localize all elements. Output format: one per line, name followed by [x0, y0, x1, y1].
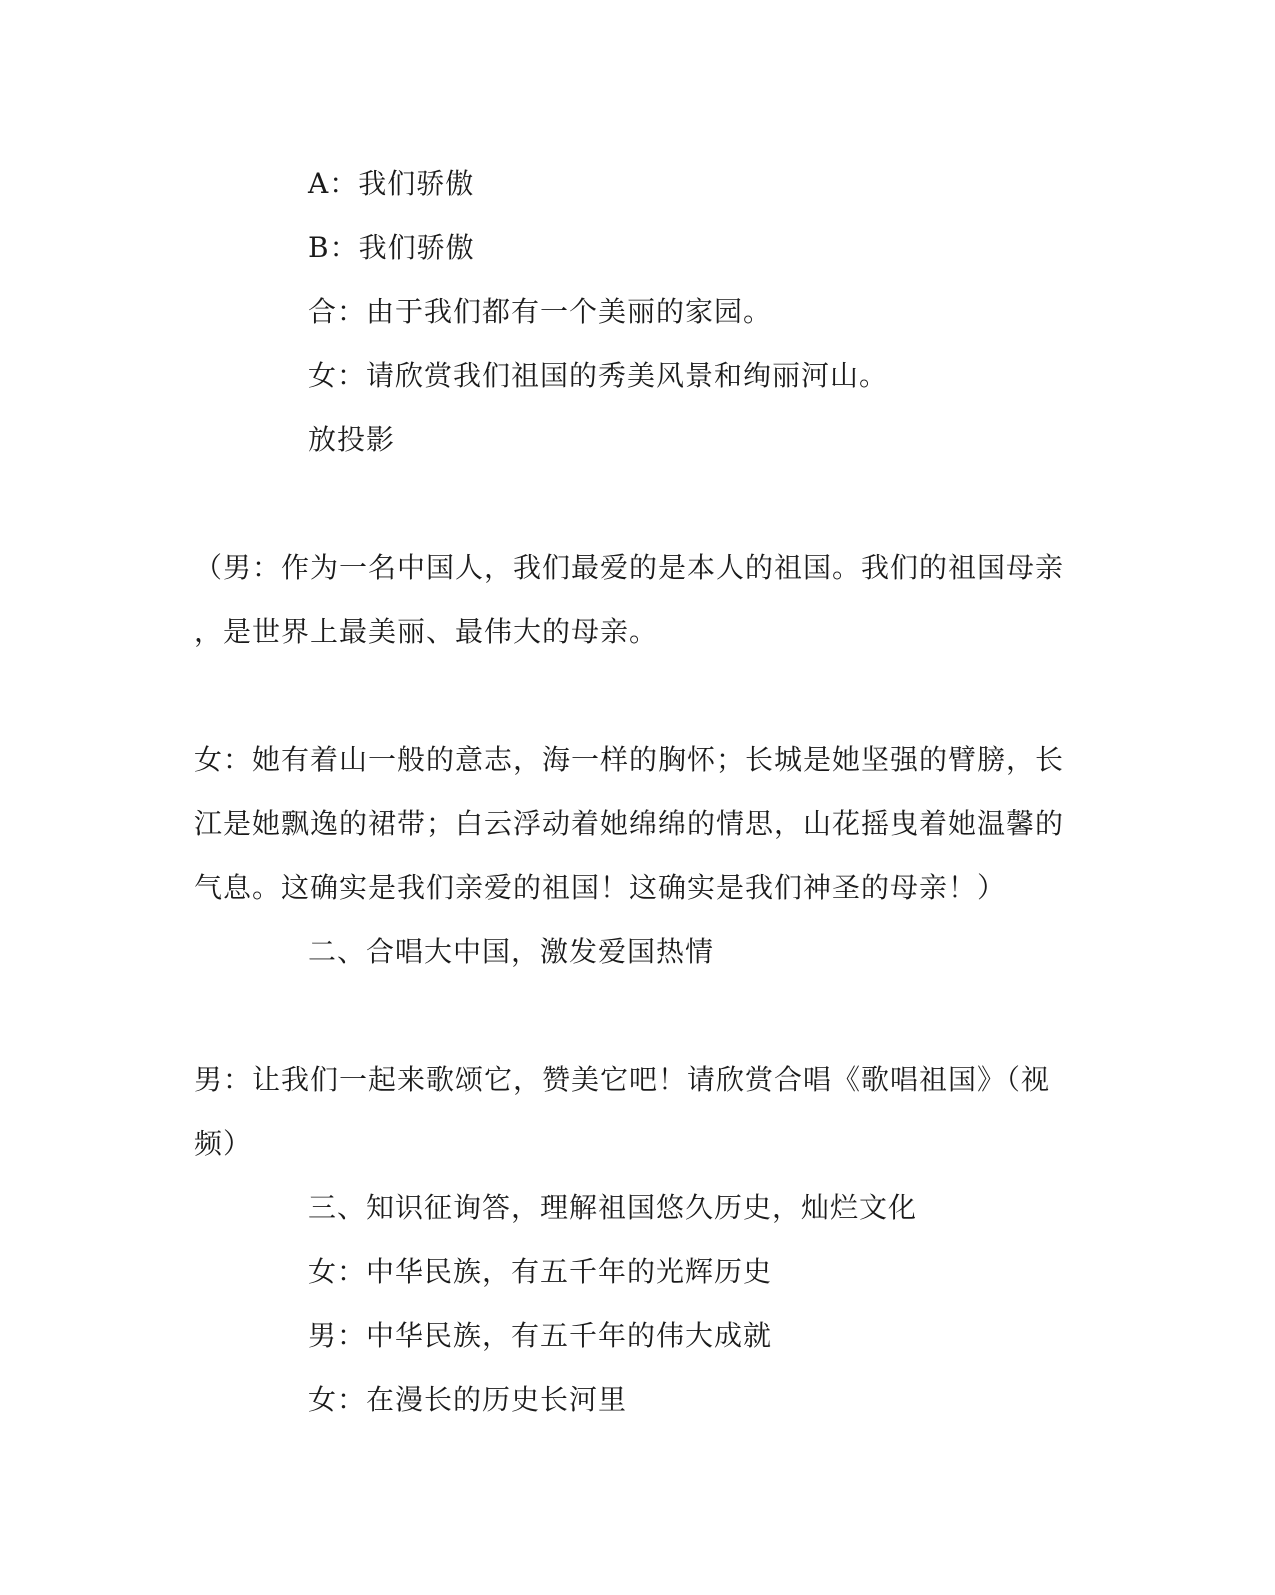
- line-male-sing-2: 频）: [194, 1127, 253, 1160]
- line-together-home: 合：由于我们都有一个美丽的家园。: [308, 295, 773, 328]
- line-a-proud: A：我们骄傲: [308, 167, 475, 200]
- line-female-will-1: 女：她有着山一般的意志，海一样的胸怀；长城是她坚强的臂膀，长: [194, 743, 1065, 776]
- section-heading-3: 三、知识征询答，理解祖国悠久历史，灿烂文化: [308, 1191, 918, 1224]
- line-male-motherland-1: （男：作为一名中国人，我们最爱的是本人的祖国。我们的祖国母亲: [194, 551, 1065, 584]
- line-b-proud: B：我们骄傲: [308, 231, 475, 264]
- line-female-history: 女：中华民族，有五千年的光辉历史: [308, 1255, 773, 1288]
- line-female-river: 女：在漫长的历史长河里: [308, 1383, 628, 1416]
- line-female-will-3: 气息。这确实是我们亲爱的祖国！这确实是我们神圣的母亲！）: [194, 871, 1007, 904]
- line-male-achievement: 男：中华民族，有五千年的伟大成就: [308, 1319, 773, 1352]
- section-heading-2: 二、合唱大中国，激发爱国热情: [308, 935, 715, 968]
- line-female-will-2: 江是她飘逸的裙带；白云浮动着她绵绵的情思，山花摇曳着她温馨的: [194, 807, 1065, 840]
- line-male-motherland-2: ，是世界上最美丽、最伟大的母亲。: [194, 615, 659, 648]
- line-male-sing-1: 男：让我们一起来歌颂它，赞美它吧！请欣赏合唱《歌唱祖国》（视: [194, 1063, 1051, 1096]
- line-female-scenery: 女：请欣赏我们祖国的秀美风景和绚丽河山。: [308, 359, 889, 392]
- line-projection: 放投影: [308, 423, 396, 456]
